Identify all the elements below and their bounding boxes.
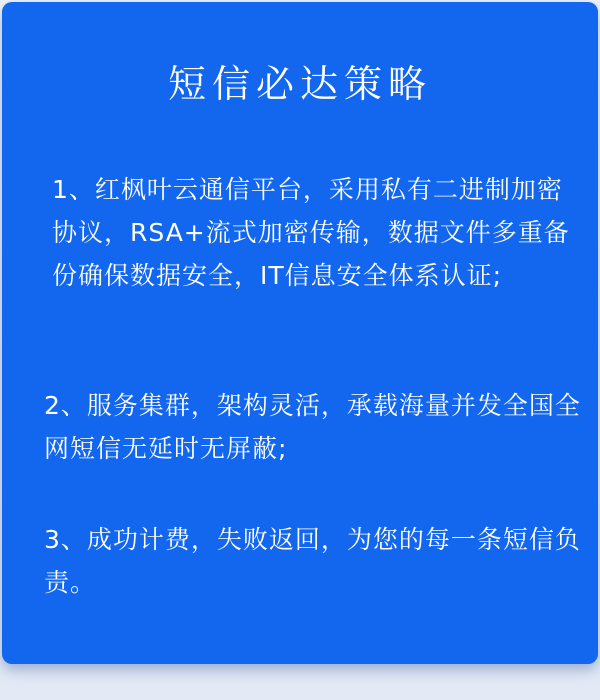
card-title: 短信必达策略: [167, 62, 432, 106]
strategy-point-1: 1、红枫叶云通信平台，采用私有二进制加密协议，RSA+流式加密传输，数据文件多重备份确保数据安全，IT信息安全体系认证;: [52, 175, 570, 290]
strategy-card: [2, 2, 598, 664]
strategy-point-3: 3、成功计费，失败返回，为您的每一条短信负责。: [44, 525, 581, 597]
strategy-point-2: 2、服务集群，架构灵活，承载海量并发全国全网短信无延时无屏蔽;: [44, 391, 581, 463]
